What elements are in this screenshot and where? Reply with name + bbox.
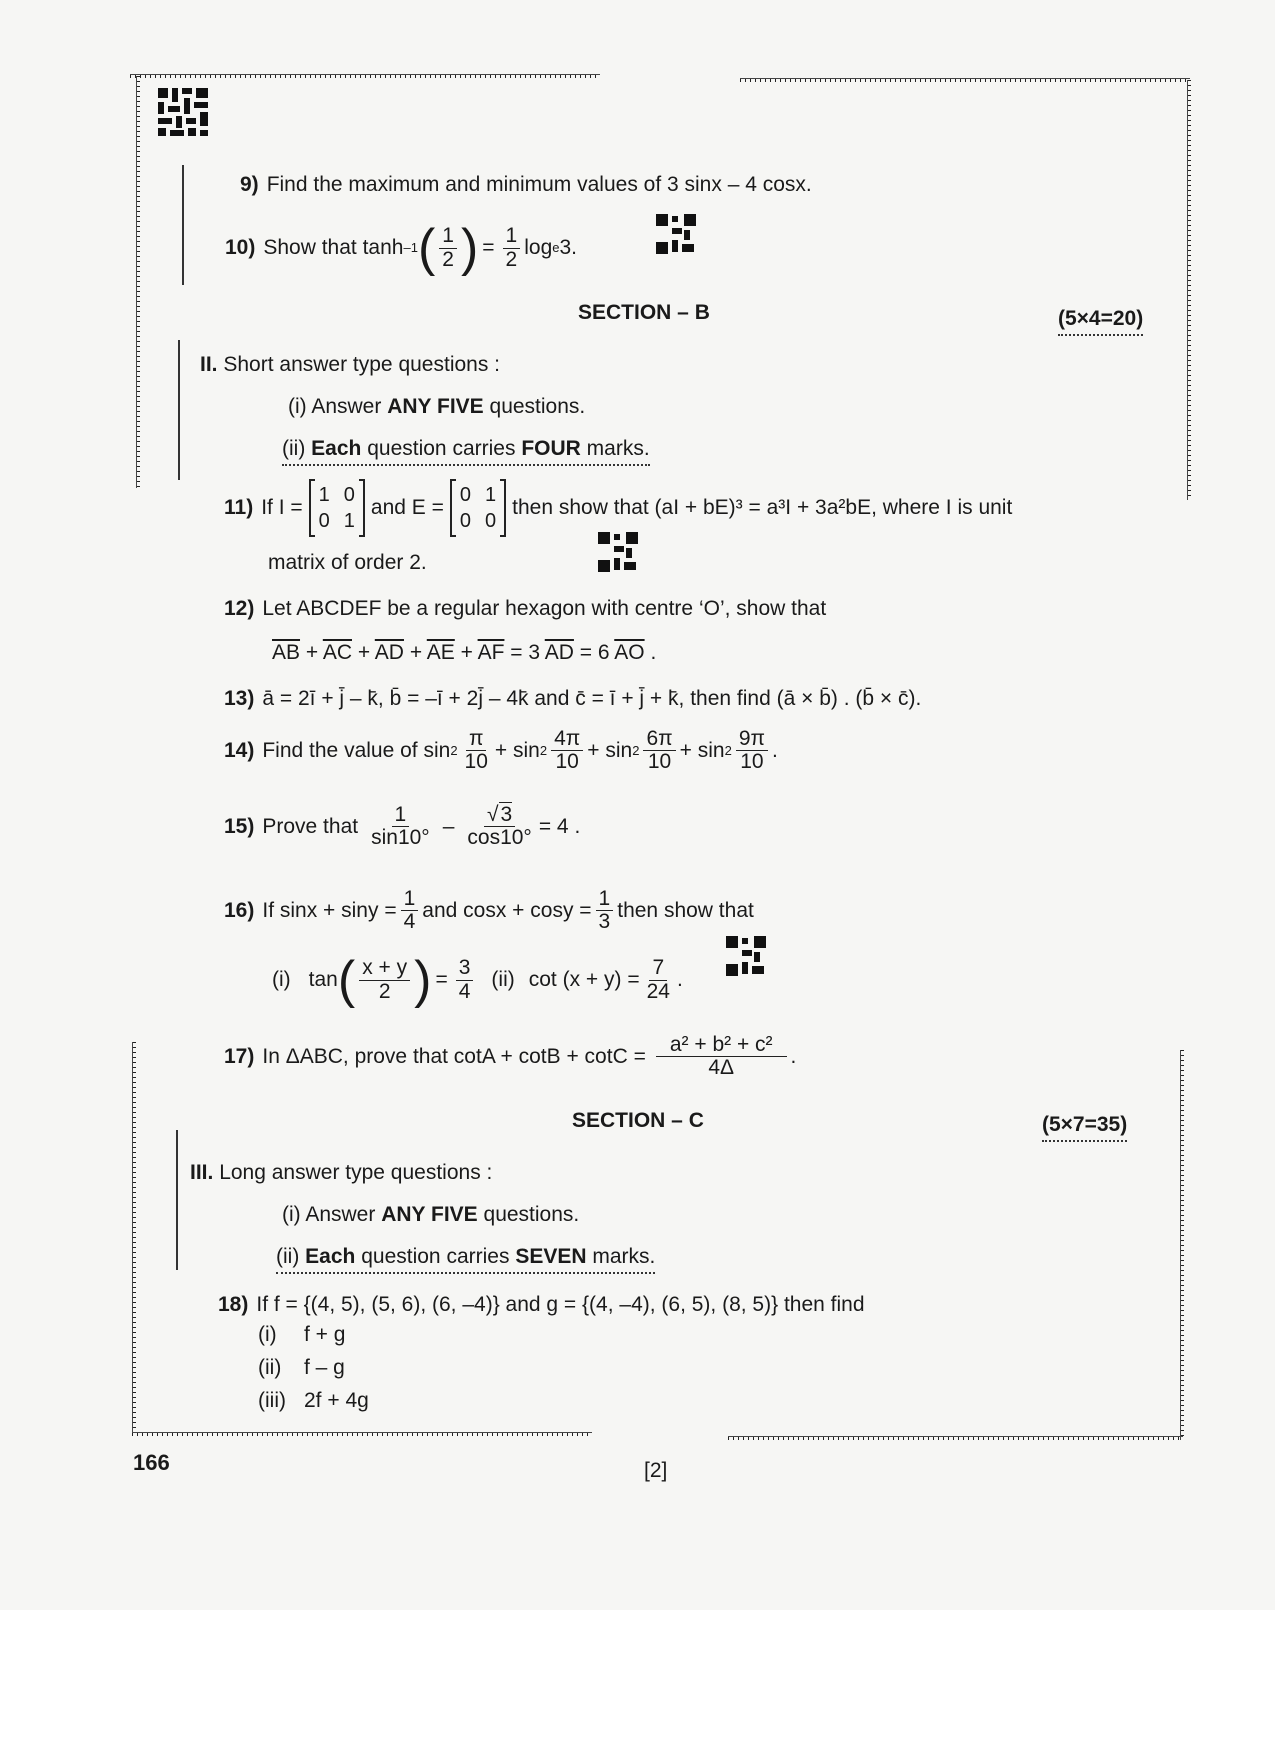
section-c-instruction-2: (ii) Each question carries SEVEN marks. — [276, 1244, 655, 1274]
q10-superscript: –1 — [403, 240, 418, 256]
instruction-text: marks. — [586, 437, 650, 460]
question-18 — [218, 1292, 865, 1317]
qr-code-icon — [726, 936, 766, 976]
instruction-text: question carries — [367, 437, 516, 460]
border-top-right — [740, 78, 1190, 82]
inner-rule-left — [182, 165, 184, 285]
border-bottom-right — [728, 1436, 1183, 1440]
q10-log: log — [524, 236, 553, 260]
section-b-instruction-2 — [282, 436, 650, 466]
question-number: 18) — [218, 1293, 249, 1316]
section-c-marks: (5×7=35) — [1042, 1112, 1127, 1142]
page-number: 166 — [133, 1450, 170, 1475]
border-left-lower — [132, 1042, 136, 1432]
matrix-i: 1 0 0 1 — [309, 480, 365, 536]
q18-part: (i) f + g — [258, 1323, 346, 1346]
q11-prefix: If I = — [261, 496, 303, 520]
question-number: 15) — [224, 814, 255, 838]
question-number: 11) — [224, 496, 254, 520]
q10-equals: = — [482, 236, 495, 260]
q10-tail: 3. — [559, 236, 578, 260]
border-right-upper — [1187, 80, 1191, 500]
instruction-text: questions. — [489, 395, 586, 418]
q18-part: (iii) 2f + 4g — [258, 1389, 369, 1412]
section-number: III. — [190, 1161, 214, 1184]
section-b-heading — [200, 352, 500, 377]
section-number: II. — [200, 353, 218, 376]
question-number: 17) — [224, 1044, 255, 1068]
instruction-bold: FOUR — [521, 437, 581, 460]
question-16: 16) If sinx + siny = $\frac{1}{4}$ and cosx + cosy = $\frac{1}{3}$ then show that — [224, 887, 754, 934]
question-10: 10) Show that tanh –1 ( $\frac{1}{2}$ ) = $\frac{1}{2}$ log e 3. — [225, 219, 578, 277]
barcode-icon — [156, 86, 210, 138]
q10-frac1-num: 1 — [439, 225, 457, 248]
inner-rule-left-3 — [176, 1130, 178, 1270]
question-11 — [224, 480, 1012, 536]
scan-margin — [0, 1610, 1275, 1753]
section-b-instruction-1 — [288, 394, 585, 419]
section-c-title: SECTION – C — [572, 1109, 704, 1132]
q18-part: (ii) f – g — [258, 1356, 345, 1379]
question-text: Let ABCDEF be a regular hexagon with centre ‘O’, show that — [262, 597, 827, 620]
border-top-left — [130, 74, 600, 78]
q10-subscript: e — [552, 240, 560, 256]
instruction-text: (ii) — [282, 437, 306, 460]
section-b-marks: (5×4=20) — [1058, 306, 1143, 336]
qr-code-icon — [598, 532, 638, 572]
question-number: 13) — [224, 687, 255, 710]
question-9 — [240, 172, 812, 197]
section-heading-text: Short answer type questions : — [223, 353, 501, 376]
question-number: 12) — [224, 597, 255, 620]
inner-rule-left-2 — [178, 340, 180, 480]
question-13 — [224, 686, 921, 711]
question-text: Find the maximum and minimum values of 3 sinx – 4 cosx. — [266, 173, 812, 196]
instruction-bold: ANY FIVE — [387, 395, 484, 418]
qr-code-icon — [656, 214, 696, 254]
section-c-instruction-1: (i) Answer ANY FIVE questions. — [282, 1203, 580, 1226]
page-marker: [2] — [644, 1459, 668, 1482]
matrix-e: 0 1 0 0 — [450, 480, 506, 536]
q11-text: then show that (aI + bE)³ = a³I + 3a²bE, where I is unit — [512, 496, 1013, 520]
instruction-bold: Each — [311, 437, 362, 460]
question-text: ā = 2ī + j̄ – k̄, b̄ = –ī + 2j̄ – 4k̄ and c̄ = ī + j̄ + k̄, then find (ā × b̄) . (b̄ × c̄). — [262, 687, 922, 710]
section-b-title: SECTION – B — [578, 301, 710, 324]
instruction-text: (i) Answer — [288, 395, 382, 418]
question-number: 14) — [224, 738, 255, 762]
section-heading-text: Long answer type questions : — [219, 1161, 493, 1184]
question-12-equation: $\overline{AB} + \overline{AC} + \overline{AD} + \overline{AE} + \overline{AF} = 3$ $\overline{AD} = 6$ $\overline{AO}$ . — [272, 641, 657, 664]
section-c-heading — [190, 1160, 492, 1185]
q10-frac1-den: 2 — [442, 247, 454, 271]
border-bottom-left — [132, 1432, 592, 1436]
q11-and: and E = — [370, 496, 444, 520]
question-14: 14) Find the value of sin 2 $\frac{\pi}{10}$ + sin 2 $\frac{4\pi}{10}$ + sin 2 $\frac{6\pi}{10}$ + sin 2 $\frac{9\pi}{10}$ . — [224, 727, 778, 774]
q15-prefix: Prove that — [262, 814, 359, 838]
question-number: 9) — [240, 173, 259, 196]
question-17: 17) In ΔABC, prove that cotA + cotB + cotC = $\frac{\text{a² + b² + c²}}{4\Delta}$ . — [224, 1033, 797, 1080]
question-11-line2: matrix of order 2. — [268, 551, 427, 574]
question-16-parts: (i) tan ( $\frac{x + y}{2}$ ) = $\frac{3}{4}$ (ii) cot (x + y) = $\frac{7}{24}$ . — [272, 951, 683, 1009]
q14-prefix: Find the value of sin — [262, 738, 451, 762]
question-12 — [224, 596, 826, 621]
border-left-upper — [136, 76, 140, 488]
q10-prefix: Show that tanh — [263, 236, 404, 260]
q10-frac2-num: 1 — [503, 225, 521, 248]
question-text: If f = {(4, 5), (5, 6), (6, –4)} and g = {(4, –4), (6, 5), (8, 5)} then find — [256, 1293, 865, 1316]
question-number: 10) — [225, 236, 256, 260]
q10-frac2-den: 2 — [505, 247, 518, 271]
question-number: 16) — [224, 898, 255, 922]
border-right-lower — [1180, 1050, 1184, 1440]
question-15: 15) Prove that $\frac{1}{\sin 10^\circ}$ – $\frac{√3}{\cos 10^\circ}$ = 4 . — [224, 803, 581, 850]
